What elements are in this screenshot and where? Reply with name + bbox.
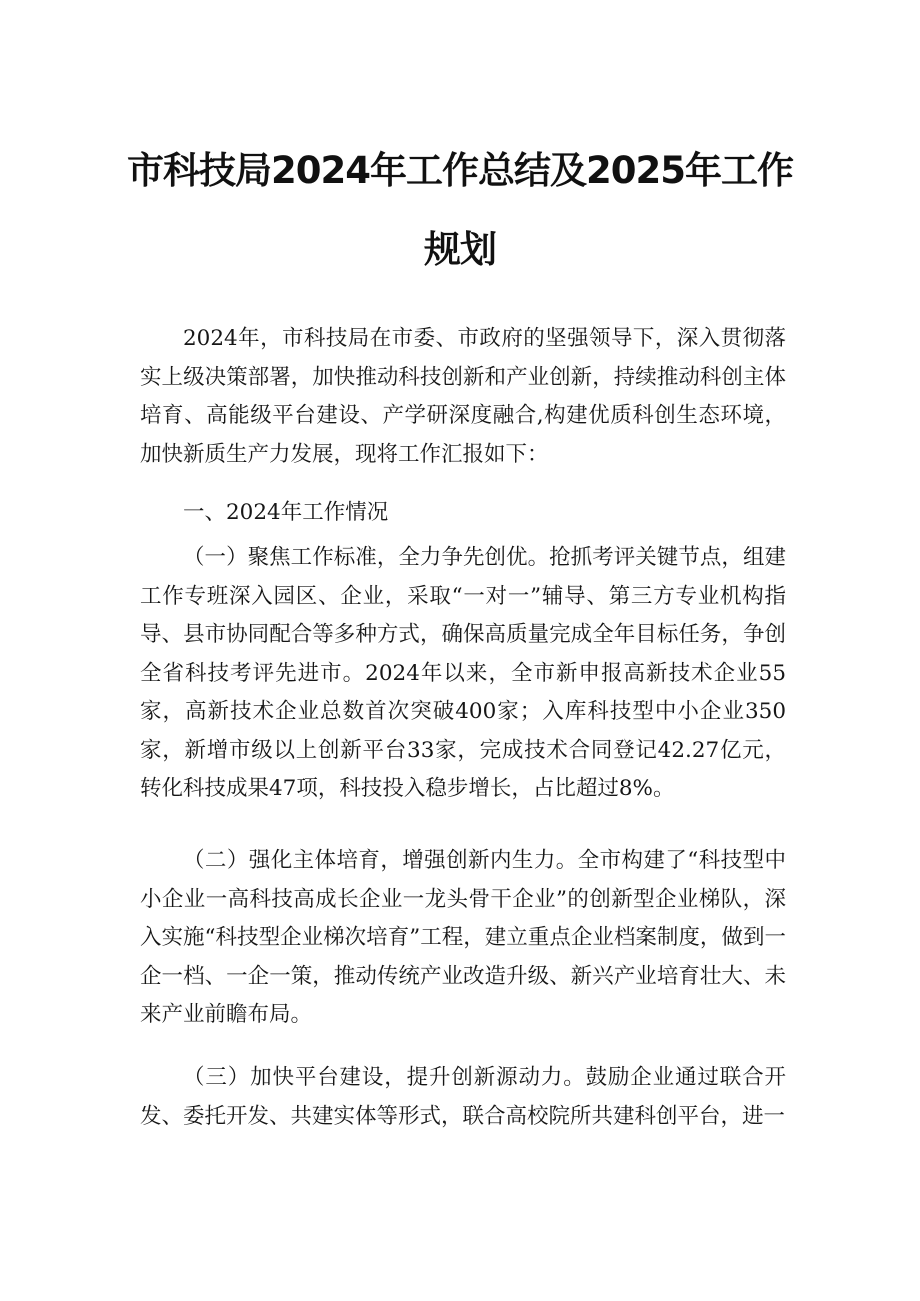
document-title-line1: 市科技局2024年工作总结及2025年工作 (127, 149, 793, 192)
subsection-1-paragraph: （一）聚焦工作标准，全力争先创优。抢抓考评关键节点，组建工作专班深入园区、企业，采取“一对一”辅导、第三方专业机构指导、县市协同配合等多种方式，确保高质量完成全年目标任务，争创全省科技考评先进市。2024年以来，全市新申报高新技术企业55家，高新技术企业总数首次突破400家；入库科技型中小企业350家，新增市级以上创新平台33家，完成技术合同登记42.27亿元，转化科技成果47项，科技投入稳步增长，占比超过8%。 (140, 545, 786, 801)
section-heading-1: 一、2024年工作情况 (183, 500, 389, 525)
subsection-2-paragraph: （二）强化主体培育，增强创新内生力。全市构建了“科技型中小企业一高科技高成长企业一龙头骨干企业”的创新型企业梯队，深入实施“科技型企业梯次培育”工程，建立重点企业档案制度，做到一企一档、一企一策，推动传统产业改造升级、新兴产业培育壮大、未来产业前瞻布局。 (140, 848, 786, 1027)
subsection-3-paragraph: （三）加快平台建设，提升创新源动力。鼓励企业通过联合开发、委托开发、共建实体等形式，联合高校院所共建科创平台，进一 (140, 1065, 786, 1129)
intro-paragraph: 2024年，市科技局在市委、市政府的坚强领导下，深入贯彻落实上级决策部署，加快推动科技创新和产业创新，持续推动科创主体培育、高能级平台建设、产学研深度融合,构建优质科创生态环境，加快新质生产力发展，现将工作汇报如下： (140, 326, 786, 467)
document-title-line2: 规划 (424, 228, 496, 271)
